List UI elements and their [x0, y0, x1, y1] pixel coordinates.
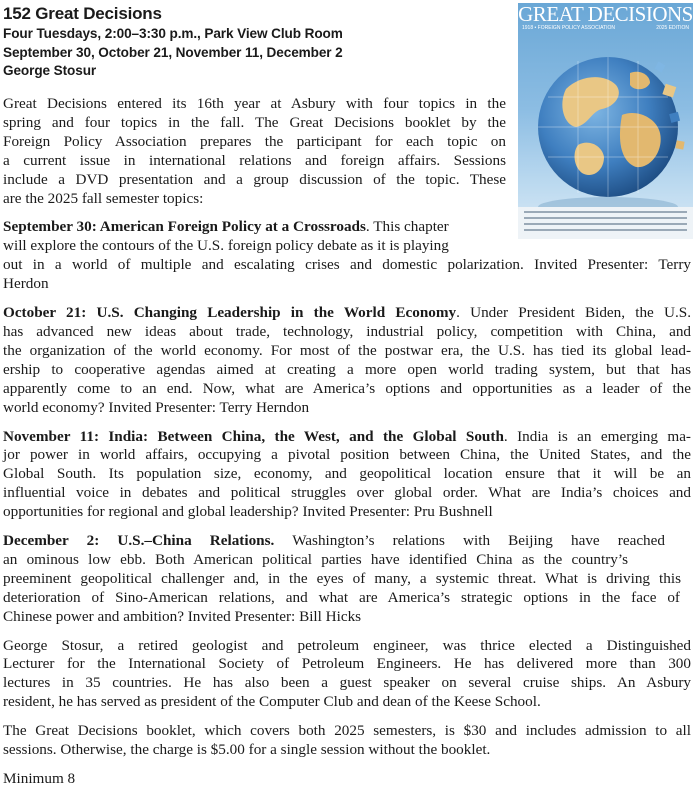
cover-publisher: 1918 • FOREIGN POLICY ASSOCIATION	[522, 25, 615, 31]
course-schedule: Four Tuesdays, 2:00–3:30 p.m., Park View Club Room	[3, 26, 343, 41]
topic-december: December 2: U.S.–China Relations. Washington’s relations with Beijing have reached an ominous low ebb. Both American political parties have identified China as the country’s preeminent geopolitical challenger and, in the eyes of many, a systemic threat. What is driving this deterioration of Sino-American relations, and what are America’s strategic options in the face of Chinese power and ambition? Invited Presenter: Bill Hicks	[3, 532, 681, 625]
topic-september: September 30: American Foreign Policy at a Crossroads. This chapter will explore the contours of the U.S. foreign policy debate as it is playing out in a world of multiple and escalating crises and domestic polarization. Invited Presenter: Terry Herdon	[3, 218, 691, 293]
course-description	[3, 95, 691, 799]
course-title: 152 Great Decisions	[3, 4, 162, 23]
topic-november: November 11: India: Between China, the West, and the Global South. India is an emerging ma- jor power in world affairs, occupying a pivotal position between China, the United States, and the Global South. Its population size, economy, and geopolitical location ensure that it will be an influential voice in debates and political struggles over global order. What are India’s choices and opportunities for regional and global leadership? Invited Presenter: Pru Bushnell	[3, 427, 691, 521]
intro-paragraph: Great Decisions entered its 16th year at Asbury with four topics in the spring and four topics in the fall. The Great Decisions booklet by the Foreign Policy Association prepares the participant for each topic on a current issue in international relations and foreign affairs. Sessions include a DVD presentation and a group discussion of the topic. These are the 2025 fall semester topics:	[3, 95, 506, 207]
pricing-info: The Great Decisions booklet, which covers both 2025 semesters, is $30 and includes admission to all sessions. Otherwise, the charge is $5.00 for a single session without the booklet.	[3, 722, 691, 759]
course-leader: George Stosur	[3, 63, 97, 78]
topic-heading: October 21: U.S. Changing Leadership in the World Economy	[3, 304, 457, 322]
topic-october: October 21: U.S. Changing Leadership in the World Economy. Under President Biden, the U.S. has advanced new ideas about trade, technology, industrial policy, competition with China, and the organization of the world economy. For most of the postwar era, the U.S. has tied its global lead- ership to cooperative agendas aimed at creating a more open world trading system, but that has apparently come to an end. Now, what are America’s options and opportunities as a leader of the world economy? Invited Presenter: Terry Herndon	[3, 304, 691, 416]
topic-heading: December 2: U.S.–China Relations.	[3, 532, 275, 550]
minimum-enrollment: Minimum 8	[3, 770, 76, 787]
course-header	[3, 3, 503, 81]
course-dates: September 30, October 21, November 11, December 2	[3, 44, 343, 60]
course-meta	[3, 25, 503, 81]
cover-title: GREAT DECISIONS	[518, 3, 693, 26]
topic-heading: September 30: American Foreign Policy at a Crossroads	[3, 218, 366, 236]
topic-heading: November 11: India: Between China, the West, and the Global South	[3, 427, 504, 445]
cover-edition: 2025 EDITION	[656, 25, 689, 31]
presenter-bio: George Stosur, a retired geologist and petroleum engineer, was thrice elected a Distinguished Lecturer for the International Society of Petroleum Engineers. He has delivered more than 300 lectures in 35 countries. He has also been a guest speaker on several cruise ships. An Asbury resident, he has served as president of the Computer Club and dean of the Keese School.	[3, 636, 691, 711]
